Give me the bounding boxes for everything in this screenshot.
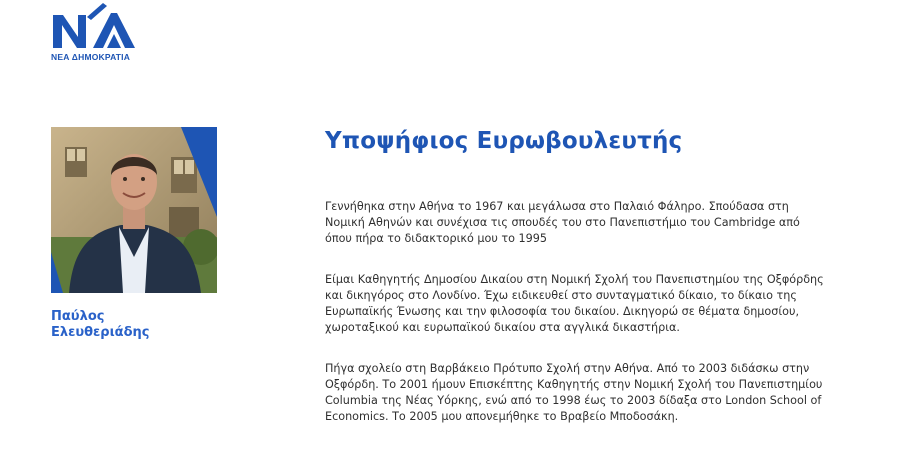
bio-paragraph-1 — [325, 199, 855, 247]
bio-line: Γεννήθηκα στην Αθήνα το 1967 και μεγάλωσα στο Παλαιό Φάληρο. Σπούδασα στη — [325, 200, 789, 213]
candidate-last-name: Ελευθεριάδης — [51, 325, 150, 340]
bio-line: χωροταξικού και ευρωπαϊκού δικαίου στα αγγλικά δικαστήρια. — [325, 321, 680, 334]
page-title: Υποψήφιος Ευρωβουλευτής — [325, 128, 683, 154]
bio-line: Είμαι Καθηγητής Δημοσίου Δικαίου στη Νομική Σχολή του Πανεπιστημίου της Οξφόρδης — [325, 273, 824, 286]
bio-line: Economics. Το 2005 μου απονεμήθηκε το Βραβείο Μποδοσάκη. — [325, 410, 679, 423]
bio-line: και δικηγόρος στο Λονδίνο. Έχω ειδικευθεί στο συνταγματικό δίκαιο, το δίκαιο της — [325, 289, 797, 302]
candidate-photo — [51, 127, 217, 293]
party-logo[interactable] — [51, 3, 141, 63]
candidate-first-name: Παύλος — [51, 309, 105, 324]
bio-line: Πήγα σχολείο στη Βαρβάκειο Πρότυπο Σχολή στην Αθήνα. Από το 2003 διδάσκω στην — [325, 362, 810, 375]
bio-paragraph-2 — [325, 272, 855, 336]
bio-line: Οξφόρδη. Το 2001 ήμουν Επισκέπτης Καθηγητής στην Νομική Σχολή του Πανεπιστημίου — [325, 378, 823, 391]
candidate-name — [51, 309, 149, 341]
nd-logo-icon — [51, 3, 137, 51]
bio-line: Columbia της Νέας Υόρκης, ενώ από το 1998 έως το 2003 δίδαξα στο London School of — [325, 394, 822, 407]
bio-line: Νομική Αθηνών και συνέχισα τις σπουδές του στο Πανεπιστήμιο του Cambridge από — [325, 216, 800, 229]
bio-line: όπου πήρα το διδακτορικό μου το 1995 — [325, 232, 547, 245]
candidate-portrait-icon — [51, 127, 217, 293]
logo-text: ΝΕΑ ΔΗΜΟΚΡΑΤΙΑ — [51, 52, 131, 62]
bio-line: Ευρωπαϊκής Ένωσης και την φιλοσοφία του δικαίου. Δικηγορώ σε θέματα δημοσίου, — [325, 305, 800, 318]
bio-paragraph-3 — [325, 361, 855, 425]
